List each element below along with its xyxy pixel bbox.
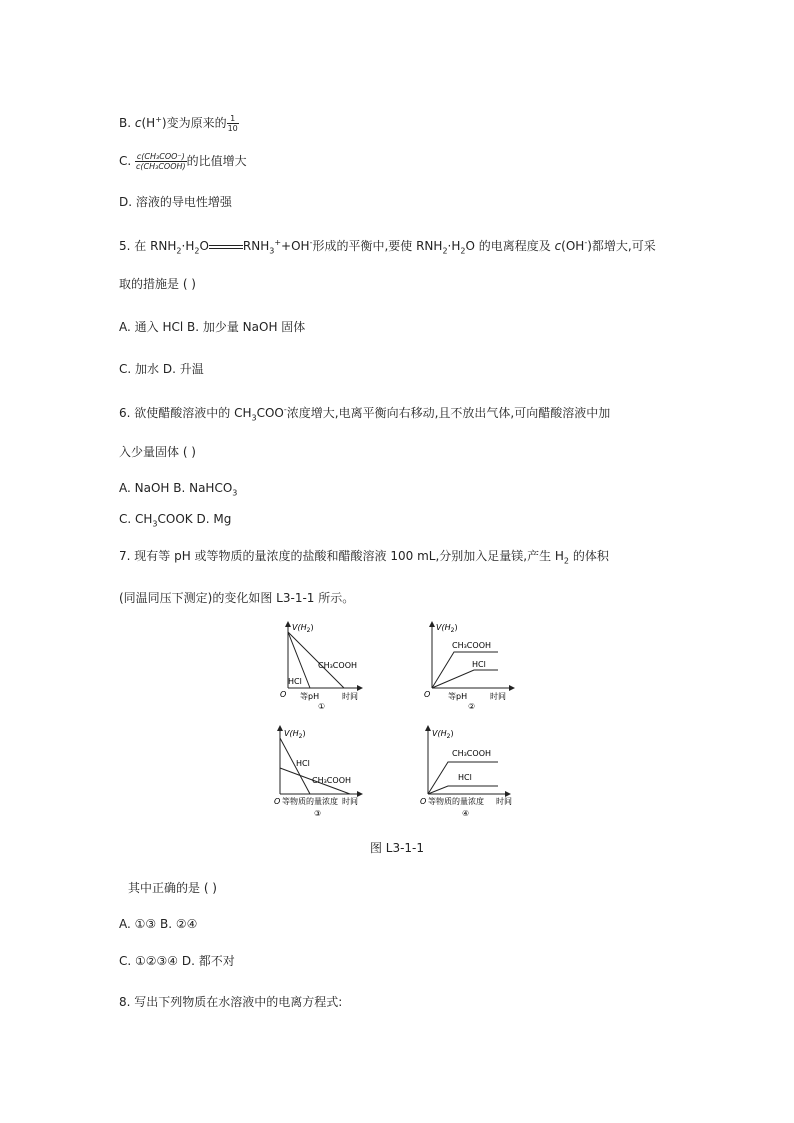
q5-s3: 3 [269, 246, 275, 256]
figure-graphs [270, 618, 530, 823]
q7-t1: 7. 现有等 pH 或等物质的量浓度的盐酸和醋酸溶液 100 mL,分别加入足量镁,产生 H [119, 549, 564, 563]
graph-4 [420, 726, 512, 818]
q5-options-cd: C. 加水 D. 升温 [119, 362, 204, 376]
svg-text:V(H2): $V(H_2)$ [292, 623, 314, 634]
graph-3 [274, 726, 362, 818]
q5-t2: ·H [181, 239, 195, 253]
q6-t1: 6. 欲使醋酸溶液中的 CH [119, 406, 252, 420]
q7-t2: 的体积 [569, 549, 609, 563]
q5-t11: )都增大,可采 [587, 239, 656, 253]
q6-opt-c-sub: 3 [152, 519, 158, 529]
g2-condition: 等pH [448, 692, 468, 701]
q5-line2: 取的措施是 ( ) [119, 277, 196, 291]
q6-t3: 浓度增大,电离平衡向右移动,且不放出气体,可向醋酸溶液中加 [286, 406, 611, 420]
q6-options-cd [119, 511, 231, 532]
q6-line1 [119, 402, 610, 426]
option-b-fraction [227, 114, 239, 133]
q5-s2: 2 [194, 246, 200, 256]
g4-xlabel: 时间 [496, 797, 512, 806]
q5-t8: O 的电离程度及 [465, 239, 551, 253]
option-c-text: 的比值增大 [186, 154, 247, 168]
option-c-label: C. [119, 154, 136, 168]
g1-condition: 等pH [300, 692, 320, 701]
svg-text:V(H2): $V(H_2)$ [436, 623, 458, 634]
q7-line2: (同温同压下测定)的变化如图 L3-1-1 所示。 [119, 591, 355, 605]
q5-t4: RNH [242, 239, 270, 253]
q5-t9: c [554, 239, 562, 253]
q5-s1: 2 [176, 246, 182, 256]
q6-t2: COO [256, 406, 284, 420]
q7-s1: 2 [563, 556, 570, 566]
q6-s2: - [283, 405, 287, 414]
option-b-sup: + [155, 115, 162, 124]
q5-t10: (OH [561, 239, 585, 253]
option-b [119, 112, 239, 133]
q5-s8: - [584, 238, 588, 247]
g3-xlabel: 时间 [342, 797, 358, 806]
g3-condition: 等物质的量浓度 [282, 797, 338, 806]
svg-text:V(H2): $V(H_2)$ [284, 729, 306, 740]
figure-caption: 图 L3-1-1 [369, 841, 425, 855]
option-c-fraction [135, 152, 187, 171]
q7-options-cd: C. ①②③④ D. 都不对 [119, 954, 235, 968]
graph-1 [280, 622, 362, 711]
q7-line1 [119, 548, 609, 569]
g4-condition: 等物质的量浓度 [428, 797, 484, 806]
g4-number: ④ [462, 809, 470, 818]
option-b-label: B. [119, 116, 135, 130]
q5-t7: ·H [447, 239, 461, 253]
q7-ask: 其中正确的是 ( ) [128, 881, 217, 895]
option-b-c: c [134, 116, 142, 130]
q5-s5: - [309, 238, 313, 247]
g4-origin: O [420, 797, 427, 806]
q5-s7: 2 [460, 246, 466, 256]
q6-line2: 入少量固体 ( ) [119, 445, 196, 459]
q6-opt-a: A. NaOH B. NaHCO [119, 481, 233, 495]
g1-hcl-label: HCl [288, 677, 302, 686]
g1-xlabel: 时间 [342, 692, 358, 701]
g1-acetic-label: CH₃COOH [318, 661, 358, 670]
option-b-text: )变为原来的 [161, 116, 227, 130]
q6-options-ab [119, 480, 237, 501]
g1-number: ① [318, 702, 326, 711]
option-b-den: 10 [227, 124, 238, 133]
g2-number: ② [468, 702, 476, 711]
svg-text:V(H2): $V(H_2)$ [432, 729, 454, 740]
q5-s4: + [274, 238, 282, 247]
option-b-h: (H [141, 116, 156, 130]
g2-acetic-label: CH₃COOH [452, 641, 492, 650]
g3-number: ③ [314, 809, 322, 818]
g2-hcl-label: HCl [472, 660, 486, 669]
q6-opt-c: C. CH [119, 512, 153, 526]
q5-t3: O [199, 239, 209, 253]
g2-origin: O [424, 690, 431, 699]
g2-xlabel: 时间 [490, 692, 506, 701]
g3-hcl-label: HCl [296, 759, 310, 768]
q6-opt-c-rest: COOK D. Mg [157, 512, 232, 526]
equilibrium-arrow-icon [209, 243, 243, 251]
q5-t5: +OH [281, 239, 310, 253]
q5-t1: 5. 在 RNH [119, 239, 177, 253]
g1-origin: O [280, 690, 287, 699]
q5-s6: 2 [442, 246, 448, 256]
g3-origin: O [274, 797, 281, 806]
q5-t6: 形成的平衡中,要使 RNH [312, 239, 443, 253]
option-d: D. 溶液的导电性增强 [119, 195, 232, 209]
g4-hcl-label: HCl [458, 773, 472, 782]
q5-options-ab: A. 通入 HCl B. 加少量 NaOH 固体 [119, 320, 306, 334]
g4-hcl-line [428, 786, 498, 794]
q5-line1 [119, 235, 656, 259]
option-c-num: c(CH₃COO⁻) [136, 152, 185, 161]
option-c-den: c(CH₃COOH) [136, 162, 186, 171]
q8-line: 8. 写出下列物质在水溶液中的电离方程式: [119, 995, 343, 1009]
graph-2 [424, 622, 514, 711]
g4-acetic-label: CH₃COOH [452, 749, 492, 758]
q7-options-ab: A. ①③ B. ②④ [119, 917, 198, 931]
option-c [119, 152, 247, 171]
option-b-num: 1 [227, 114, 239, 124]
q6-s1: 3 [251, 413, 257, 423]
q6-opt-a-sub: 3 [232, 488, 238, 498]
g3-acetic-label: CH₃COOH [312, 776, 352, 785]
